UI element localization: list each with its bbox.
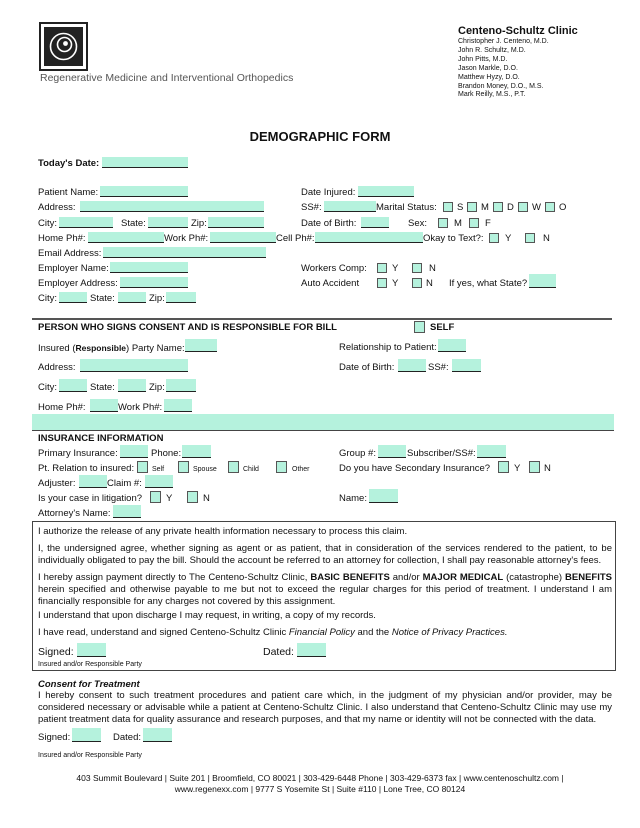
ss-label: SS#: xyxy=(301,202,322,213)
employer-zip-label: Zip: xyxy=(149,293,165,304)
consent-date-field[interactable] xyxy=(143,728,172,742)
auth-paragraph-1: I authorize the release of any private health information necessary to process this claim. xyxy=(38,526,408,537)
marital-m-label: M xyxy=(481,202,489,213)
footer-line-1: 403 Summit Boulevard | Suite 201 | Broomfield, CO 80021 | 303-429-6448 Phone | 303-429-6373 fax | www.centenoschultz.com | xyxy=(76,773,564,783)
zip-field[interactable] xyxy=(208,217,264,228)
work-phone-label: Work Ph#: xyxy=(164,233,209,244)
attorney-label: Attorney's Name: xyxy=(38,508,111,519)
responsible-work-phone-field[interactable] xyxy=(164,399,192,412)
self-label: SELF xyxy=(430,322,455,333)
employer-zip-field[interactable] xyxy=(166,292,196,303)
responsible-state-field[interactable] xyxy=(118,379,146,392)
auto-accident-label: Auto Accident xyxy=(301,278,360,289)
litigation-yes-label: Y xyxy=(166,493,173,504)
sex-m-label: M xyxy=(454,218,462,229)
sex-f-checkbox[interactable] xyxy=(469,218,479,228)
relation-other-label: Other xyxy=(292,466,310,473)
work-phone-field[interactable] xyxy=(210,232,276,243)
section-divider xyxy=(32,318,612,320)
email-label: Email Address: xyxy=(38,248,102,259)
home-phone-field[interactable] xyxy=(88,232,164,243)
adjuster-label: Adjuster: xyxy=(38,478,76,489)
workers-comp-yes-label: Y xyxy=(392,263,399,274)
responsible-ss-label: SS#: xyxy=(428,362,449,373)
workers-comp-yes-checkbox[interactable] xyxy=(377,263,387,273)
responsible-zip-label: Zip: xyxy=(149,382,165,393)
todays-date-label: Today's Date: xyxy=(38,158,100,169)
consent-signature-caption: Insured and/or Responsible Party xyxy=(38,752,142,759)
relation-child-label: Child xyxy=(243,466,259,473)
subscriber-label: Subscriber/SS#: xyxy=(407,448,476,459)
relation-label: Pt. Relation to insured: xyxy=(38,463,135,474)
responsible-address-field[interactable] xyxy=(80,359,188,372)
responsible-ss-field[interactable] xyxy=(452,359,481,372)
secondary-no-checkbox[interactable] xyxy=(529,461,540,473)
workers-comp-label: Workers Comp: xyxy=(301,263,367,274)
employer-city-label: City: xyxy=(38,293,57,304)
responsible-city-field[interactable] xyxy=(59,379,87,392)
responsible-heading: PERSON WHO SIGNS CONSENT AND IS RESPONSIBLE FOR BILL xyxy=(38,322,337,333)
text-yes-checkbox[interactable] xyxy=(489,233,499,243)
footer-line-2: www.regenexx.com | 9777 S Yosemite St | Suite #110 | Lone Tree, CO 80124 xyxy=(174,784,466,794)
auto-no-checkbox[interactable] xyxy=(412,278,422,288)
marital-o-checkbox[interactable] xyxy=(545,202,555,212)
relation-other-checkbox[interactable] xyxy=(276,461,287,473)
employer-city-field[interactable] xyxy=(59,292,87,303)
insurance-heading: INSURANCE INFORMATION xyxy=(38,433,164,444)
insurance-phone-label: Phone: xyxy=(151,448,182,459)
group-number-field[interactable] xyxy=(378,445,406,458)
auth-date-field[interactable] xyxy=(297,643,326,657)
sex-m-checkbox[interactable] xyxy=(438,218,448,228)
marital-w-label: W xyxy=(532,202,541,213)
date-injured-label: Date Injured: xyxy=(301,187,356,198)
doctor-name: Mark Reilly, M.S., P.T. xyxy=(458,91,526,99)
claim-field[interactable] xyxy=(145,475,173,488)
litigation-no-checkbox[interactable] xyxy=(187,491,198,503)
litigation-yes-checkbox[interactable] xyxy=(150,491,161,503)
workers-comp-no-label: N xyxy=(429,263,436,274)
secondary-yes-checkbox[interactable] xyxy=(498,461,509,473)
group-number-label: Group #: xyxy=(339,448,376,459)
litigation-no-label: N xyxy=(203,493,210,504)
date-injured-field[interactable] xyxy=(358,186,414,197)
doctor-name: Brandon Money, D.O., M.S. xyxy=(458,82,544,90)
relation-self-label: Self xyxy=(152,466,165,473)
relation-self-checkbox[interactable] xyxy=(137,461,148,473)
workers-comp-no-checkbox[interactable] xyxy=(412,263,422,273)
marital-status-label: Marital Status: xyxy=(376,202,437,213)
doctor-name: John R. Schultz, M.D. xyxy=(458,46,526,54)
secondary-no-label: N xyxy=(544,463,551,474)
relation-spouse-label: Spouse xyxy=(193,466,217,473)
sex-label: Sex: xyxy=(408,218,428,229)
home-phone-label: Home Ph#: xyxy=(38,233,86,244)
attorney-name-short-field[interactable] xyxy=(369,489,398,503)
adjuster-field[interactable] xyxy=(79,475,107,488)
attorney-name-short-label: Name: xyxy=(339,493,367,504)
employer-state-field[interactable] xyxy=(118,292,146,303)
secondary-yes-label: Y xyxy=(514,463,521,474)
relationship-label: Relationship to Patient: xyxy=(339,342,437,353)
relation-child-checkbox[interactable] xyxy=(228,461,239,473)
address-label: Address: xyxy=(38,202,76,213)
marital-s-label: S xyxy=(457,202,464,213)
state-label: State: xyxy=(121,218,146,229)
marital-w-checkbox[interactable] xyxy=(518,202,528,212)
form-title: DEMOGRAPHIC FORM xyxy=(249,129,391,144)
responsible-dob-field[interactable] xyxy=(398,359,426,372)
auth-signed-label: Signed: xyxy=(38,646,74,658)
responsible-state-label: State: xyxy=(90,382,115,393)
employer-address-label: Employer Address: xyxy=(38,278,118,289)
dob-label: Date of Birth: xyxy=(301,218,357,229)
secondary-insurance-label: Do you have Secondary Insurance? xyxy=(339,463,491,474)
employer-name-field[interactable] xyxy=(110,262,188,273)
ss-field[interactable] xyxy=(324,201,376,212)
doctor-name: Jason Markle, D.O. xyxy=(458,64,518,72)
auth-paragraph-3: I hereby assign payment directly to The Centeno-Schultz Clinic, BASIC BENEFITS and/or MAJOR MEDICAL (catastrophe) BENEFITS herein specified and otherwise payable to me but not to exceed the regular charges for this period of treatment. I understand I am financially responsible for any charges not covered by this assignment. xyxy=(38,572,613,607)
primary-insurance-label: Primary Insurance: xyxy=(38,448,118,459)
clinic-name: Centeno-Schultz Clinic xyxy=(458,25,578,37)
responsible-home-phone-field[interactable] xyxy=(90,399,118,412)
employer-state-label: State: xyxy=(90,293,115,304)
doctor-list xyxy=(458,38,549,100)
doctor-name: Christopher J. Centeno, M.D. xyxy=(458,38,549,45)
relation-spouse-checkbox[interactable] xyxy=(178,461,189,473)
primary-insurance-field[interactable] xyxy=(120,445,148,458)
auth-signature-field[interactable] xyxy=(77,643,106,657)
marital-m-checkbox[interactable] xyxy=(467,202,477,212)
employer-address-field[interactable] xyxy=(120,277,188,288)
self-checkbox[interactable] xyxy=(414,321,425,333)
text-no-label: N xyxy=(543,233,550,244)
claim-label: Claim #: xyxy=(107,478,142,489)
auth-signature-caption: Insured and/or Responsible Party xyxy=(38,661,142,668)
cell-phone-field[interactable] xyxy=(315,232,423,243)
insurance-phone-field[interactable] xyxy=(182,445,211,458)
auto-yes-checkbox[interactable] xyxy=(377,278,387,288)
marital-s-checkbox[interactable] xyxy=(443,202,453,212)
todays-date-field[interactable] xyxy=(102,157,188,168)
consent-paragraph: I hereby consent to such treatment procedures and patient care which, in the judgment of my physician and/or provider, may be considered necessary or advisable while a patient at Centeno-Schultz Clinic. I also understand that Centeno-Schultz Clinic may use my patient treatment data for quality assurance and research purposes, and that my name or identity will not be connected with the data. xyxy=(38,690,612,725)
auth-paragraph-2: I, the undersigned agree, whether signing as agent or as patient, that in consideration of the services rendered to the patient, to be individually obligated to pay the bill. Should the account be referred to an attorney for collection, I shall pay reasonable attorney's fees. xyxy=(38,543,612,566)
cell-phone-label: Cell Ph#: xyxy=(276,233,315,244)
subscriber-field[interactable] xyxy=(477,445,506,458)
okay-to-text-label: Okay to Text?: xyxy=(423,233,484,244)
patient-name-label: Patient Name: xyxy=(38,187,99,198)
auto-yes-label: Y xyxy=(392,278,399,289)
consent-signature-field[interactable] xyxy=(72,728,101,742)
consent-signed-label: Signed: xyxy=(38,732,71,743)
header-subtitle: Regenerative Medicine and Interventional Orthopedics xyxy=(40,72,294,84)
city-field[interactable] xyxy=(59,217,113,228)
text-no-checkbox[interactable] xyxy=(525,233,535,243)
clinic-logo xyxy=(39,22,88,71)
employer-name-label: Employer Name: xyxy=(38,263,109,274)
accident-state-field[interactable] xyxy=(529,274,556,288)
responsible-zip-field[interactable] xyxy=(166,379,196,392)
responsible-home-phone-label: Home Ph#: xyxy=(38,402,86,413)
doctor-name: John Pitts, M.D. xyxy=(458,55,508,63)
responsible-address-label: Address: xyxy=(38,362,76,373)
insured-party-label: Insured (Responsible) Party Name: xyxy=(38,343,185,354)
dob-field[interactable] xyxy=(361,217,389,228)
relationship-field[interactable] xyxy=(438,339,466,352)
auth-dated-label: Dated: xyxy=(263,646,294,658)
responsible-work-phone-label: Work Ph#: xyxy=(118,402,163,413)
state-field[interactable] xyxy=(148,217,188,228)
section-band xyxy=(32,414,614,431)
marital-d-label: D xyxy=(507,202,514,213)
consent-dated-label: Dated: xyxy=(113,732,141,743)
city-label: City: xyxy=(38,218,57,229)
doctor-name: Matthew Hyzy, D.O. xyxy=(458,73,520,81)
zip-label: Zip: xyxy=(191,218,207,229)
text-yes-label: Y xyxy=(505,233,512,244)
auth-paragraph-5: I have read, understand and signed Centeno-Schultz Clinic Financial Policy and the Notice of Privacy Practices. xyxy=(38,627,508,638)
accident-state-label: If yes, what State? xyxy=(449,278,528,289)
consent-heading: Consent for Treatment xyxy=(38,679,140,690)
litigation-label: Is your case in litigation? xyxy=(38,493,143,504)
auto-no-label: N xyxy=(426,278,433,289)
attorney-field[interactable] xyxy=(113,505,141,518)
insured-party-field[interactable] xyxy=(185,339,217,352)
marital-o-label: O xyxy=(559,202,567,213)
address-field[interactable] xyxy=(80,201,264,212)
email-field[interactable] xyxy=(103,247,266,258)
responsible-dob-label: Date of Birth: xyxy=(339,362,395,373)
sex-f-label: F xyxy=(485,218,491,229)
marital-d-checkbox[interactable] xyxy=(493,202,503,212)
patient-name-field[interactable] xyxy=(100,186,188,197)
responsible-city-label: City: xyxy=(38,382,57,393)
auth-paragraph-4: I understand that upon discharge I may request, in writing, a copy of my records. xyxy=(38,610,376,621)
